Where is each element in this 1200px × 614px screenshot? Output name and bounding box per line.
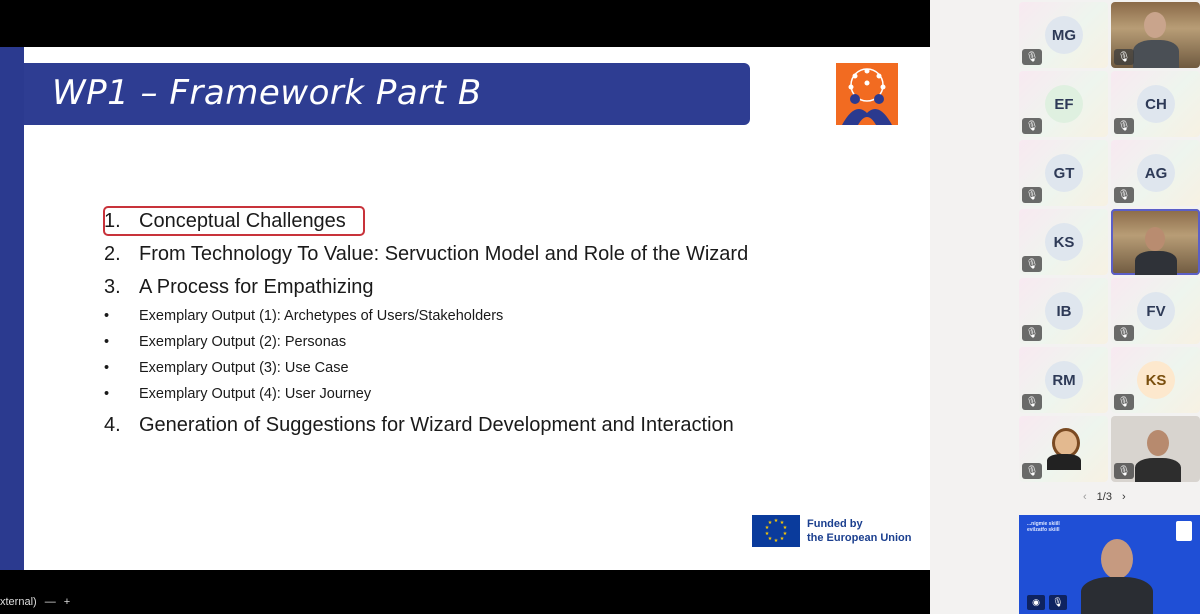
agenda-subitem-3 [104,360,349,376]
mic-off-icon[interactable]: 🎙 [1049,595,1067,610]
bullet-marker: • [104,360,110,376]
zoom-in-button[interactable]: + [63,596,71,608]
agenda-subitem-2 [104,334,346,350]
participant-tile[interactable] [1019,140,1108,206]
agenda-item-1 [104,210,346,233]
agenda-text: A Process for Empathizing [139,276,374,298]
background-caption-line-2: evilzatfo skiill [1027,527,1060,533]
participant-tile[interactable] [1019,71,1108,137]
svg-text:★: ★ [779,536,785,542]
svg-text:★: ★ [773,538,779,544]
avatar: AG [1137,154,1175,192]
agenda-marker: 1. [104,210,121,232]
agenda-marker: 4. [104,414,121,436]
background-caption-line-1: ...nigmie skiill [1027,521,1060,527]
bullet-marker: • [104,334,110,350]
participant-tile[interactable] [1111,140,1200,206]
agenda-text: Exemplary Output (2): Personas [139,334,347,350]
chevron-right-icon[interactable]: › [1121,491,1126,503]
background-caption [1027,521,1060,533]
participant-tile-photo[interactable] [1019,416,1108,482]
bullet-marker: • [104,386,110,402]
project-logo [836,63,898,125]
share-label: xternal) [0,596,37,608]
mic-off-icon: 🎙 [1114,49,1134,65]
slide-title: WP1 – Framework Part B [52,73,482,113]
participant-tile[interactable] [1111,71,1200,137]
participant-tile[interactable] [1111,278,1200,344]
avatar: EF [1045,85,1083,123]
participant-video-feed [1147,430,1169,456]
mic-off-icon: 🎙 [1022,394,1042,410]
svg-text:★: ★ [779,520,785,526]
svg-text:★: ★ [782,525,788,531]
avatar: RM [1045,361,1083,399]
self-view-video[interactable] [1019,515,1200,614]
mic-off-icon: 🎙 [1022,256,1042,272]
chevron-left-icon[interactable]: ‹ [1083,491,1087,503]
mic-off-icon: 🎙 [1022,49,1042,65]
agenda-item-3 [104,276,374,299]
participant-video-body [1135,251,1177,275]
avatar: CH [1137,85,1175,123]
participant-tile[interactable] [1019,347,1108,413]
mic-off-icon: 🎙 [1022,463,1042,479]
mic-off-icon: 🎙 [1114,118,1134,134]
participant-tile-video[interactable] [1111,2,1200,68]
participant-tile[interactable] [1019,278,1108,344]
mic-off-icon: 🎙 [1022,187,1042,203]
avatar: GT [1045,154,1083,192]
mic-off-icon: 🎙 [1114,325,1134,341]
eu-flag-icon [752,515,800,547]
agenda-subitem-1 [104,308,503,324]
participant-video-feed [1145,227,1165,251]
bottom-toolbar [0,596,70,608]
agenda-text: From Technology To Value: Servuction Model and Role of the Wizard [139,243,749,265]
avatar: KS [1045,223,1083,261]
zoom-out-button[interactable]: — [44,596,56,608]
agenda-text: Exemplary Output (4): User Journey [139,386,372,402]
participant-tile[interactable] [1111,347,1200,413]
avatar: IB [1045,292,1083,330]
presentation-slide [0,47,930,570]
profile-photo-body [1047,454,1081,470]
agenda-item-2 [104,243,748,266]
mic-off-icon: 🎙 [1114,463,1134,479]
svg-text:★: ★ [782,531,788,537]
mic-off-icon: 🎙 [1022,118,1042,134]
funding-notice [807,517,912,545]
svg-text:★: ★ [767,520,773,526]
bullet-marker: • [104,308,110,324]
agenda-text: Generation of Suggestions for Wizard Development and Interaction [139,414,734,436]
participant-video-feed [1144,12,1166,38]
svg-text:★: ★ [773,518,779,524]
avatar: FV [1137,292,1175,330]
page-indicator: 1/3 [1096,491,1112,503]
funding-line-1: Funded by [807,518,863,530]
agenda-item-4 [104,414,734,437]
participant-video-body [1133,40,1179,68]
avatar: KS [1137,361,1175,399]
agenda-marker: 3. [104,276,121,298]
svg-text:★: ★ [764,531,770,537]
mic-off-icon: 🎙 [1114,394,1134,410]
self-video-feed [1101,539,1133,579]
agenda-marker: 2. [104,243,121,265]
agenda-text: Exemplary Output (1): Archetypes of Users/Stakeholders [139,308,504,324]
background-logo [1176,521,1192,541]
agenda-text: Exemplary Output (3): Use Case [139,360,349,376]
agenda-subitem-4 [104,386,371,402]
participant-tile[interactable] [1019,209,1108,275]
slide-title-banner [24,63,750,125]
self-video-body [1081,577,1153,614]
participant-video-body [1135,458,1181,482]
mic-off-icon: 🎙 [1022,325,1042,341]
svg-text:★: ★ [764,525,770,531]
svg-text:★: ★ [767,536,773,542]
participant-tile-video[interactable] [1111,416,1200,482]
participant-pager [1083,491,1126,503]
camera-toggle-icon[interactable]: ◉ [1027,595,1045,610]
participant-tile-speaking[interactable] [1111,209,1200,275]
mic-off-icon: 🎙 [1114,187,1134,203]
slide-left-bar [0,47,24,570]
funding-line-2: the European Union [807,532,912,544]
agenda-text: Conceptual Challenges [139,210,346,232]
participant-tile[interactable] [1019,2,1108,68]
avatar: MG [1045,16,1083,54]
